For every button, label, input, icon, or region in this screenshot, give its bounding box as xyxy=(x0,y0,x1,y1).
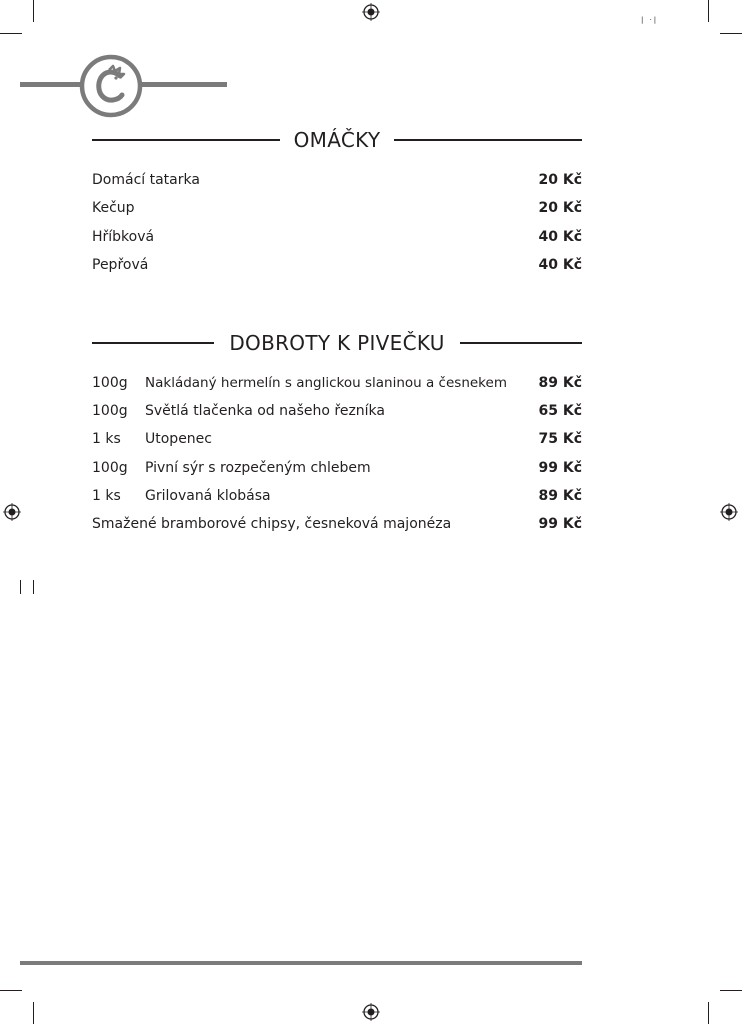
item-quantity: 100g xyxy=(92,375,128,391)
item-name: Domácí tatarka xyxy=(92,172,200,188)
item-name: Utopenec xyxy=(145,431,212,447)
menu-item xyxy=(92,429,582,449)
fold-mark-left-a xyxy=(20,580,21,594)
menu-item xyxy=(92,255,582,275)
corner-mark: | ·| xyxy=(641,16,659,24)
restaurant-logo-icon xyxy=(79,54,143,118)
crop-mark-top-right xyxy=(708,0,709,22)
crop-mark-top-left xyxy=(33,0,34,22)
item-price: 89 Kč xyxy=(538,375,582,391)
fold-mark-left-b xyxy=(33,580,34,594)
crop-mark-top-left-h xyxy=(0,33,22,34)
item-name: Pivní sýr s rozpečeným chlebem xyxy=(145,460,371,476)
crop-mark-bottom-left xyxy=(33,1002,34,1024)
item-price: 89 Kč xyxy=(538,488,582,504)
menu-item xyxy=(92,227,582,247)
crop-mark-bottom-left-h xyxy=(0,990,22,991)
menu-item xyxy=(92,170,582,190)
section-header-omacky xyxy=(92,126,582,154)
menu-item xyxy=(92,401,582,421)
item-name: Hříbková xyxy=(92,229,155,245)
item-price: 75 Kč xyxy=(538,431,582,447)
item-price: 40 Kč xyxy=(538,257,582,273)
crop-mark-bottom-right-h xyxy=(720,990,742,991)
registration-mark-right-icon xyxy=(720,503,738,521)
item-name: Světlá tlačenka od našeho řezníka xyxy=(145,403,385,419)
registration-mark-left-icon xyxy=(3,503,21,521)
menu-item xyxy=(92,486,582,506)
section-rule-right xyxy=(460,342,582,344)
crop-mark-bottom-right xyxy=(708,1002,709,1024)
item-price: 99 Kč xyxy=(538,460,582,476)
item-price: 99 Kč xyxy=(538,516,582,532)
item-price: 20 Kč xyxy=(538,172,582,188)
section-rule-right xyxy=(394,139,582,141)
item-name: Smažené bramborové chipsy, česneková majonéza xyxy=(92,516,452,532)
item-quantity: 1 ks xyxy=(92,488,121,504)
item-quantity: 100g xyxy=(92,403,128,419)
item-quantity: 1 ks xyxy=(92,431,121,447)
section-title: DOBROTY K PIVEČKU xyxy=(229,331,445,355)
section-header-dobroty xyxy=(92,329,582,357)
item-price: 65 Kč xyxy=(538,403,582,419)
item-name: Pepřová xyxy=(92,257,149,273)
item-price: 20 Kč xyxy=(538,200,582,216)
menu-item xyxy=(92,514,582,534)
menu-item xyxy=(92,198,582,218)
footer-rule xyxy=(20,961,582,965)
crop-mark-top-right-h xyxy=(720,33,742,34)
menu-item xyxy=(92,373,582,393)
registration-mark-top-icon xyxy=(362,3,380,21)
item-price: 40 Kč xyxy=(538,229,582,245)
menu-item xyxy=(92,458,582,478)
item-name: Grilovaná klobása xyxy=(145,488,271,504)
registration-mark-bottom-icon xyxy=(362,1003,380,1021)
section-title: OMÁČKY xyxy=(293,128,381,152)
item-name: Nakládaný hermelín s anglickou slaninou a česnekem xyxy=(145,375,507,391)
item-quantity: 100g xyxy=(92,460,128,476)
item-name: Kečup xyxy=(92,200,135,216)
